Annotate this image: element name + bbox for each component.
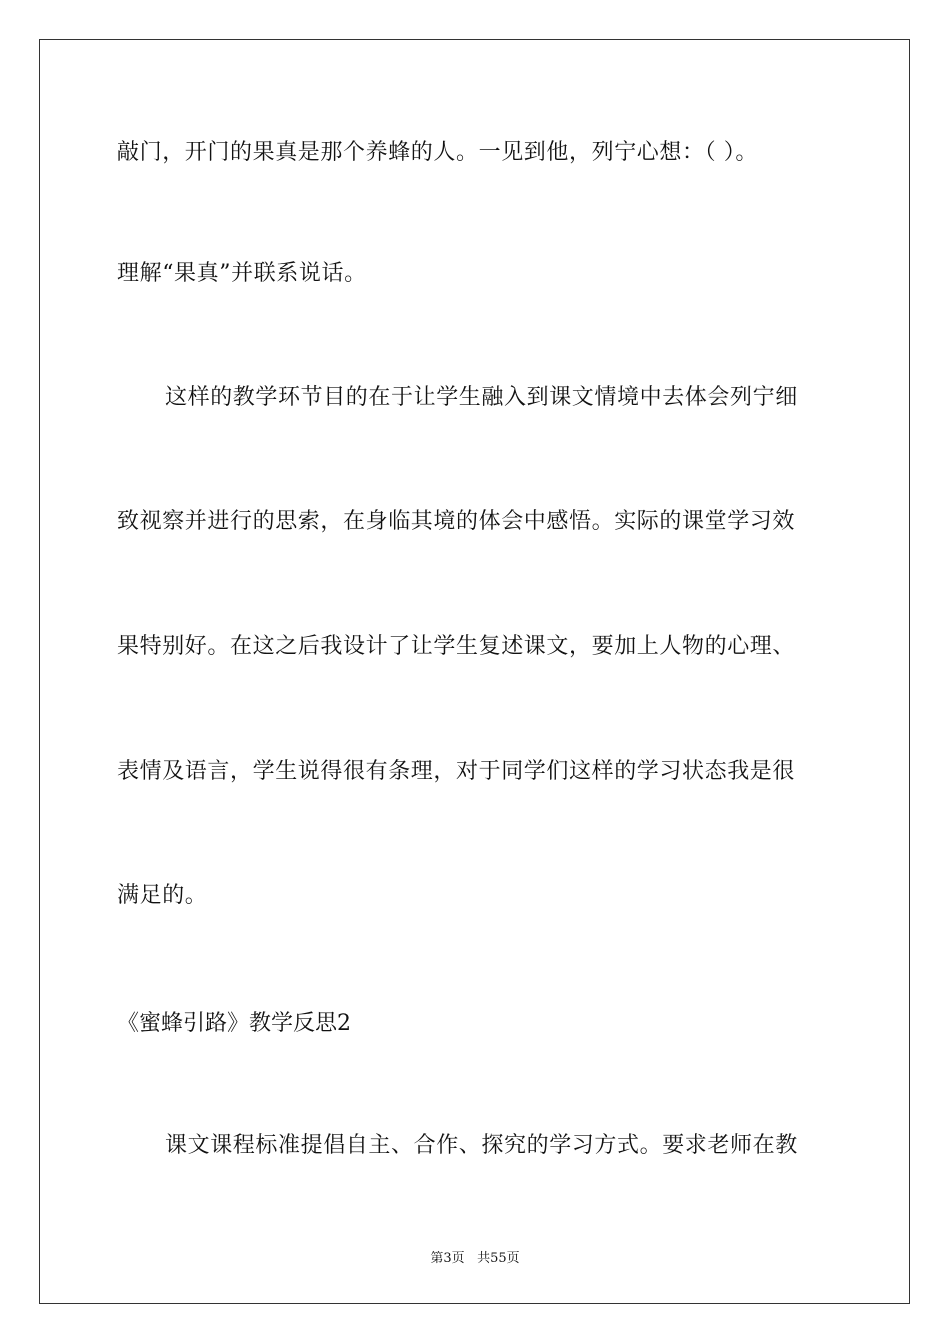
section-heading: 《蜜蜂引路》教学反思2 <box>117 1011 351 1036</box>
body-line-2: 理解“果真”并联系说话。 <box>117 261 367 286</box>
paragraph-line-1: 这样的教学环节目的在于让学生融入到课文情境中去体会列宁细 <box>165 385 798 410</box>
paragraph-line-5: 满足的。 <box>117 883 208 908</box>
page-border <box>39 39 910 1304</box>
body-line-1: 敲门，开门的果真是那个养蜂的人。一见到他，列宁心想：（ ）。 <box>117 140 758 165</box>
paragraph-line-4: 表情及语言，学生说得很有条理，对于同学们这样的学习状态我是很 <box>117 759 796 784</box>
page-footer <box>0 1247 950 1266</box>
page-total: 共55页 <box>477 1251 520 1266</box>
paragraph-2-line-1: 课文课程标准提倡自主、合作、探究的学习方式。要求老师在教 <box>165 1133 798 1158</box>
paragraph-line-2: 致视察并进行的思索，在身临其境的体会中感悟。实际的课堂学习效 <box>117 509 796 534</box>
paragraph-line-3: 果特别好。在这之后我设计了让学生复述课文，要加上人物的心理、 <box>117 634 796 659</box>
page-number: 第3页 <box>430 1251 465 1266</box>
